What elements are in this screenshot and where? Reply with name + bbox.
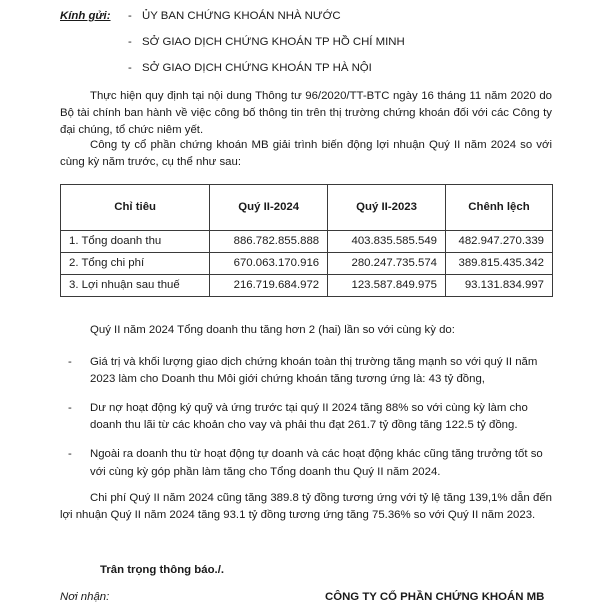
recipient-name: ỦY BAN CHỨNG KHOÁN NHÀ NƯỚC: [142, 10, 341, 22]
cost-paragraph: Chi phí Quý II năm 2024 cũng tăng 389.8 tỷ đồng tương ứng với tỷ lệ tăng 139,1% dẫn đến lợi nhuận Quý II năm 2024 tăng 93.1 tỷ đồng tương ứng tăng 75.36% so với Quý II năm 2023.: [60, 492, 552, 522]
list-item: [60, 354, 552, 388]
bullet-text: Giá trị và khối lượng giao dịch chứng khoán toàn thị trường tăng mạnh so với quý II năm 2023 làm cho Doanh thu Môi giới chứng khoán tăng tương ứng là: 43 tỷ đồng,: [90, 356, 538, 386]
intro-paragraph-2: Công ty cổ phần chứng khoán MB giải trình biến động lợi nhuận Quý II năm 2024 so với cùng kỳ năm trước, cụ thể như sau:: [60, 139, 552, 169]
recipient-list: [128, 8, 405, 86]
recipient-item: [128, 60, 405, 86]
column-header-chenh-lech: Chênh lệch: [446, 185, 553, 231]
table-header-row: [61, 185, 553, 231]
recipient-name: SỞ GIAO DỊCH CHỨNG KHOÁN TP HÀ NỘI: [142, 62, 372, 74]
value-q2-2023: 280.247.735.574: [328, 253, 446, 275]
list-item: [60, 446, 552, 480]
explanation-bullet-list: [60, 354, 552, 493]
recipient-item: [128, 8, 405, 34]
column-header-q2-2024: Quý II-2024: [210, 185, 328, 231]
list-item: [60, 400, 552, 434]
row-label: 2. Tổng chi phí: [61, 253, 210, 275]
noi-nhan-label: Nơi nhận:: [60, 591, 110, 603]
dash-marker: -: [128, 62, 132, 74]
value-q2-2023: 123.587.849.975: [328, 275, 446, 297]
value-difference: 93.131.834.997: [446, 275, 553, 297]
value-q2-2023: 403.835.585.549: [328, 231, 446, 253]
explanation-lead: Quý II năm 2024 Tổng doanh thu tăng hơn 2 (hai) lần so với cùng kỳ do:: [90, 324, 455, 336]
profit-comparison-table: [60, 184, 553, 297]
intro-paragraph-1: Thực hiện quy định tại nội dung Thông tư 96/2020/TT-BTC ngày 16 tháng 11 năm 2020 do Bộ tài chính ban hành về việc công bố thông tin trên thị trường chứng khoán đối với các Công ty đại chúng, tổ chức niêm yết.: [60, 90, 552, 137]
bullet-dash: -: [68, 448, 72, 461]
closing-line: Trân trọng thông báo./.: [100, 564, 225, 576]
value-difference: 482.947.270.339: [446, 231, 553, 253]
company-name: CÔNG TY CỔ PHẦN CHỨNG KHOÁN MB: [325, 591, 545, 603]
bullet-text: Ngoài ra doanh thu từ hoạt động tự doanh và các hoạt động khác cũng tăng trưởng tốt so với cùng kỳ góp phần làm tăng cho Tổng doanh thu Quý II năm 2024.: [90, 448, 543, 478]
recipient-name: SỞ GIAO DỊCH CHỨNG KHOÁN TP HỒ CHÍ MINH: [142, 36, 405, 48]
column-header-q2-2023: Quý II-2023: [328, 185, 446, 231]
table-row: [61, 231, 553, 253]
column-header-chi-tieu: Chỉ tiêu: [61, 185, 210, 231]
row-label: 3. Lợi nhuận sau thuế: [61, 275, 210, 297]
value-difference: 389.815.435.342: [446, 253, 553, 275]
value-q2-2024: 216.719.684.972: [210, 275, 328, 297]
bullet-dash: -: [68, 402, 72, 415]
kinh-gui-label: Kính gửi:: [60, 10, 111, 22]
row-label: 1. Tổng doanh thu: [61, 231, 210, 253]
value-q2-2024: 670.063.170.916: [210, 253, 328, 275]
bullet-dash: -: [68, 356, 72, 368]
bullet-text: Dư nợ hoạt động ký quỹ và ứng trước tại quý II 2024 tăng 88% so với cùng kỳ làm cho doanh thu lãi từ các khoản cho vay và phải thu đạt 261.7 tỷ đồng tăng 122.5 tỷ đồng.: [90, 402, 528, 432]
recipient-item: [128, 34, 405, 60]
dash-marker: -: [128, 36, 132, 48]
table-row: [61, 253, 553, 275]
dash-marker: -: [128, 10, 132, 22]
value-q2-2024: 886.782.855.888: [210, 231, 328, 253]
table-row: [61, 275, 553, 297]
